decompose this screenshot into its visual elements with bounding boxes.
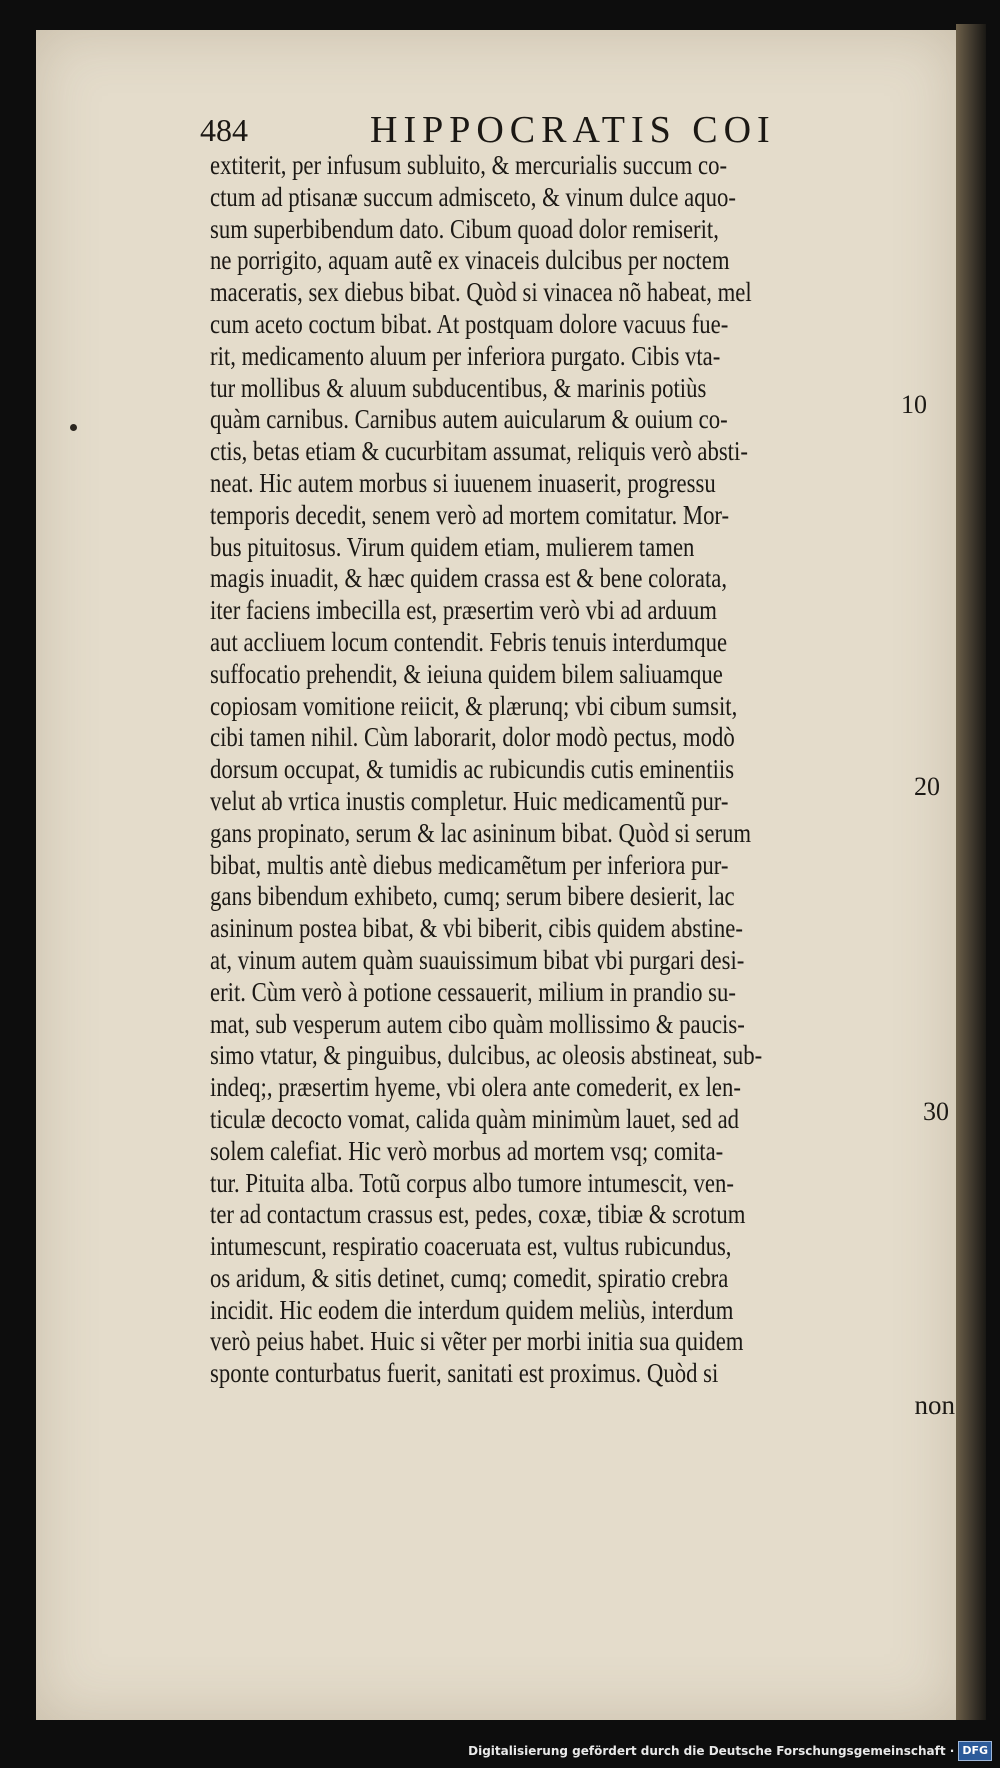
page-number: 484 — [200, 112, 248, 148]
text-line: erit. Cùm verò à potione cessauerit, milium in prandio su- — [210, 976, 736, 1007]
text-line: bus pituitosus. Virum quidem etiam, mulierem tamen — [210, 531, 695, 562]
text-line: velut ab vrtica inustis completur. Huic medicamentũ pur- — [210, 785, 729, 816]
text-line: mat, sub vesperum autem cibo quàm mollissimo & paucis- — [210, 1008, 745, 1039]
text-line: sum superbibendum dato. Cibum quoad dolor remiserit, — [210, 213, 719, 244]
margin-line-number-30: 30 — [923, 1097, 949, 1126]
text-line: simo vtatur, & pinguibus, dulcibus, ac oleosis abstineat, sub- — [210, 1040, 763, 1071]
text-line: gans propinato, serum & lac asininum bibat. Quòd si serum — [210, 817, 752, 848]
text-line: intumescunt, respiratio coaceruata est, vultus rubicundus, — [210, 1231, 732, 1262]
footer-credit — [468, 1740, 992, 1762]
dfg-logo: DFG — [958, 1741, 992, 1761]
body-text — [210, 150, 970, 1422]
text-line: neat. Hic autem morbus si iuuenem inuaserit, progressu — [210, 467, 716, 498]
text-line: ne porrigito, aquam autẽ ex vinaceis dulcibus per noctem — [210, 245, 730, 276]
text-line: tur mollibus & aluum subducentibus, & marinis potiùs — [210, 372, 707, 403]
text-line: rit, medicamento aluum per inferiora purgato. Cibis vta- — [210, 340, 721, 371]
footer-credit-text: Digitalisierung gefördert durch die Deutsche Forschungsgemeinschaft · — [468, 1744, 955, 1758]
text-line: ctum ad ptisanæ succum admisceto, & vinum dulce aquo- — [210, 181, 736, 212]
margin-line-number-20: 20 — [914, 772, 940, 801]
text-line: gans bibendum exhibeto, cumq; serum bibere desierit, lac — [210, 881, 735, 912]
text-line: cibi tamen nihil. Cùm laborarit, dolor modò pectus, modò — [210, 722, 735, 753]
text-line: maceratis, sex diebus bibat. Quòd si vinacea nõ habeat, mel — [210, 277, 752, 308]
text-line: at, vinum autem quàm suauissimum bibat vbi purgari desi- — [210, 944, 745, 975]
text-line: os aridum, & sitis detinet, cumq; comedit, spiratio crebra — [210, 1262, 729, 1293]
text-line: extiterit, per infusum subluito, & mercurialis succum co- — [210, 150, 728, 180]
text-line: incidit. Hic eodem die interdum quidem meliùs, interdum — [210, 1294, 734, 1325]
text-line: ticulæ decocto vomat, calida quàm minimùm lauet, sed ad — [210, 1103, 740, 1134]
text-line: solem calefiat. Hic verò morbus ad mortem vsq; comita- — [210, 1135, 724, 1166]
text-line: sponte conturbatus fuerit, sanitati est proximus. Quòd si — [210, 1358, 719, 1389]
text-line: cum aceto coctum bibat. At postquam dolore vacuus fue- — [210, 308, 729, 339]
text-line: aut accliuem locum contendit. Febris tenuis interdumque — [210, 626, 728, 657]
text-line: copiosam vomitione reiicit, & plærunq; vbi cibum sumsit, — [210, 690, 738, 721]
text-line: dorsum occupat, & tumidis ac rubicundis cutis eminentiis — [210, 754, 735, 785]
running-title: HIPPOCRATIS COI — [370, 109, 776, 151]
text-line: magis inuadit, & hæc quidem crassa est & bene colorata, — [210, 563, 728, 594]
text-line: asininum postea bibat, & vbi biberit, cibis quidem abstine- — [210, 913, 743, 944]
text-line: temporis decedit, senem verò ad mortem comitatur. Mor- — [210, 499, 730, 530]
text-line: iter faciens imbecilla est, præsertim verò vbi ad arduum — [210, 595, 717, 626]
margin-line-number-10: 10 — [901, 390, 927, 419]
catchword: non — [914, 1390, 955, 1421]
text-line: quàm carnibus. Carnibus autem auicularum & ouium co- — [210, 404, 728, 435]
text-line: bibat, multis antè diebus medicamẽtum per inferiora pur- — [210, 849, 729, 880]
text-line: tur. Pituita alba. Totũ corpus albo tumore intumescit, ven- — [210, 1167, 734, 1198]
text-line: ctis, betas etiam & cucurbitam assumat, reliquis verò absti- — [210, 436, 748, 467]
text-line: indeq;, præsertim hyeme, vbi olera ante comederit, ex len- — [210, 1072, 741, 1103]
text-line: verò peius habet. Huic si vẽter per morbi initia sua quidem — [210, 1326, 744, 1357]
text-line: ter ad contactum crassus est, pedes, coxæ, tibiæ & scrotum — [210, 1199, 746, 1230]
text-line: suffocatio prehendit, & ieiuna quidem bilem saliuamque — [210, 658, 723, 689]
ink-spot — [70, 424, 77, 431]
